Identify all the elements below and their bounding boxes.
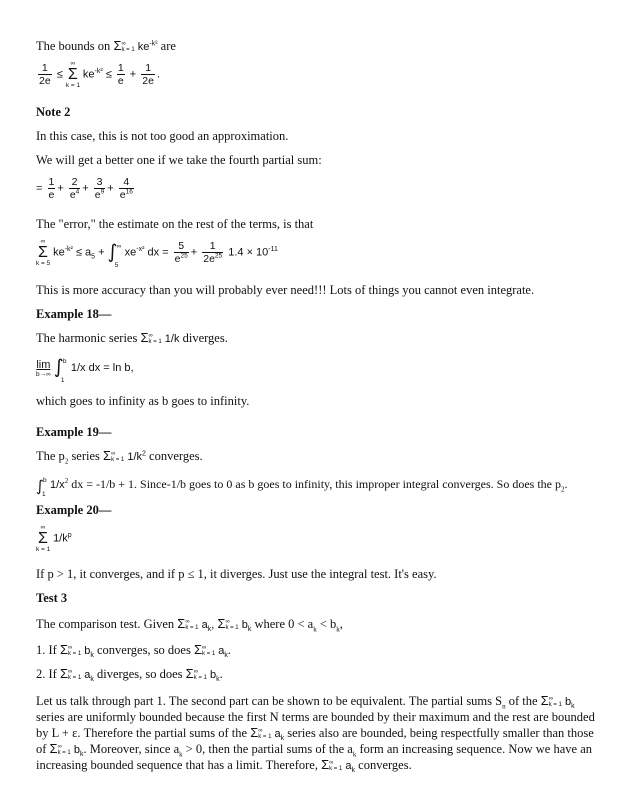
bounds-formula: $\frac{1}{2e}$ ≤ ∞ Σ k = 1 $ke^{-k^2}$ ≤ $\frac{1}{e}$ + $\frac{1}{2e}$ . (39, 60, 161, 89)
example-20-text: If p > 1, it converges, and if p ≤ 1, it diverges. Just use the integral test. It's easy. (36, 567, 437, 581)
note-2-text: In this case, this is not too good an approximation. (36, 129, 289, 143)
proof-line-5: increasing bounded sequence that has a limit. Therefore, Σ∞ k = 1 $a_k$ converges. (36, 757, 412, 775)
partial-sum-formula: = $\frac{1}{e}$ + $\frac{2}{e^4}$ + $\frac{3}{e^9}$ + $\frac{4}{e^{16}}$ (36, 176, 133, 201)
test-3-heading: Test 3 (36, 591, 68, 605)
proof-line-3: by L + ε. Therefore the partial sums of the Σ∞ k = 1 $a_k$ series also are bounded, being respectfully smaller than those (36, 725, 594, 743)
example-18-heading: Example 18— (36, 307, 112, 321)
inline-sum: Σ∞ k = 1 $ke^{-k^2}$ (113, 38, 158, 54)
bounds-intro: The bounds on Σ∞ k = 1 $ke^{-k^2}$ are (36, 38, 176, 54)
example-19-integral: ∫ b 1 $1/x^2$ dx = -1/b + 1. Since-1/b goes to 0 as b goes to infinity, this improper integral converges. So does the $p_2$. (36, 477, 568, 499)
example-19-statement: The $p_2$ series Σ∞ k = 1 $1/k^2$ converges. (36, 448, 203, 466)
test-3-item-2: 2. If Σ∞ k = 1 $a_k$ diverges, so does Σ∞ k = 1 $b_k$. (36, 666, 223, 684)
proof-line-4: of Σ∞ k = 1 $b_k$. Moreover, since $a_k > 0$, then the partial sums of the $a_k$ form an increasing sequence. Now we have an (36, 741, 592, 759)
test-3-statement: The comparison test. Given Σ∞ k = 1 $a_k$, Σ∞ k = 1 $b_k$ where $0 < a_k < b_k$, (36, 616, 343, 634)
example-18-statement: The harmonic series Σ∞ k = 1 1/k diverges. (36, 330, 228, 346)
example-18-conclusion: which goes to infinity as b goes to infinity. (36, 394, 250, 408)
test-3-item-1: 1. If Σ∞ k = 1 $b_k$ converges, so does Σ∞ k = 1 $a_k$. (36, 642, 232, 660)
proof-line-2: series are uniformly bounded because the first N terms are bounded by their maximum and the rest are bounded (36, 710, 595, 724)
partial-sum-intro: We will get a better one if we take the fourth partial sum: (36, 153, 322, 167)
note-2-heading: Note 2 (36, 105, 71, 119)
example-18-limit: lim b→∞ ∫ b 1 1/x dx = ln b, (36, 356, 134, 384)
example-20-heading: Example 20— (36, 503, 112, 517)
error-formula: ∞ Σ k = 5 $ke^{-k^2} \le a_5$ + ∫ ∞ 5 $xe^{-x^2}$ dx = $\frac{5}{e^{25}}$ + $\frac{1}{2e^{25}}$ $1.4 \times 10^{-11}$ (36, 238, 278, 269)
example-19-heading: Example 19— (36, 425, 112, 439)
accuracy-text: This is more accuracy than you will probably ever need!!! Lots of things you cannot even integrate. (36, 283, 535, 297)
error-intro: The "error," the estimate on the rest of the terms, is that (36, 217, 314, 231)
example-20-formula: ∞ Σ k = 1 $1/k^p$ (36, 524, 72, 553)
proof-line-1: Let us talk through part 1. The second part can be shown to be equivalent. The partial sums $S_n$ of the Σ∞ k = 1 $b_k$ (36, 693, 575, 711)
